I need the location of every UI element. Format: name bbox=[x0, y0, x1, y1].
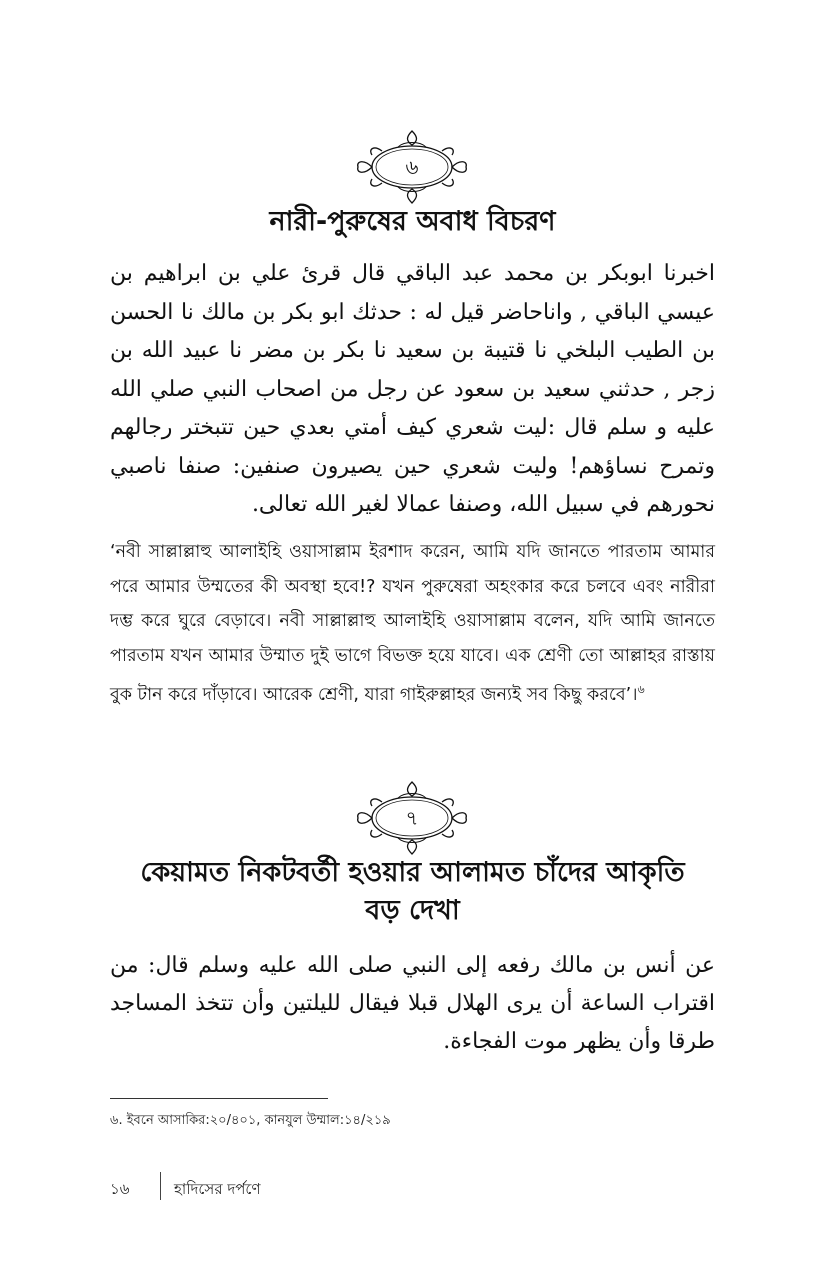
book-title: হাদিসের দর্পণে bbox=[174, 1180, 261, 1198]
footnote-marker: ৬ bbox=[637, 683, 645, 696]
footnote: ৬. ইবনে আসাকির:২০/৪০১, কানযুল উম্মাল:১৪/২১৯ bbox=[110, 1113, 391, 1128]
section-title-line-2: বড় দেখা bbox=[365, 895, 460, 926]
bangla-translation bbox=[110, 535, 715, 712]
arabic-hadith-text: اخبرنا ابوبكر بن محمد عبد الباقي قال قرئ علي بن ابراهيم بن عيسي الباقي , واناحاضر قيل له : حدثك ابو بكر بن مالك نا الحسن بن الطيب البلخي نا قتيبة بن سعيد نا بكر بن مضر نا عبيد الله بن زجر , حدثني سعيد بن سعود عن رجل من اصحاب النبي صلي الله عليه و سلم قال :ليت شعري كيف أمتي بعدي حين تتبختر رجالهم وتمرح نساؤهم! وليت شعري حين يصيرون صنفين: صنفا ناصبي نحورهم في سبيل الله، وصنفا عمالا لغير الله تعالى. bbox=[110, 261, 715, 517]
section-title bbox=[110, 854, 715, 930]
footnote-divider bbox=[110, 1098, 328, 1099]
section-number-ornament bbox=[352, 127, 472, 207]
section-title: নারী-পুরুষের অবাধ বিচরণ bbox=[269, 206, 556, 237]
section-number: ৬ bbox=[405, 155, 419, 179]
page-number: ১৬ bbox=[110, 1180, 130, 1198]
section-number-ornament bbox=[352, 778, 472, 858]
section-title-line-1: কেয়ামত নিকটবর্তী হওয়ার আলামত চাঁদের আকৃতি bbox=[140, 857, 685, 888]
section-number: ৭ bbox=[405, 806, 419, 830]
arabic-hadith-text: عن أنس بن مالك رفعه إلى النبي صلى الله عليه وسلم قال: من اقتراب الساعة أن يرى الهلال قبلا فيقال لليلتين وأن تتخذ المساجد طرقا وأن يظهر موت الفجاءة. bbox=[110, 953, 715, 1054]
footer-separator bbox=[160, 1172, 161, 1200]
bangla-translation-text: ‘নবী সাল্লাল্লাহু আলাইহি ওয়াসাল্লাম ইরশাদ করেন, আমি যদি জানতে পারতাম আমার পরে আমার উম্মতের কী অবস্থা হবে!? যখন পুরুষেরা অহংকার করে চলবে এবং নারীরা দম্ভ করে ঘুরে বেড়াবে। নবী সাল্লাল্লাহু আলাইহি ওয়াসাল্লাম বলেন, যদি আমি জানতে পারতাম যখন আমার উম্মাত দুই ভাগে বিভক্ত হয়ে যাবে। এক শ্রেণী তো আল্লাহর রাস্তায় বুক টান করে দাঁড়াবে। আরেক শ্রেণী, যারা গাইরুল্লাহর জন্যই সব কিছু করবে’। bbox=[110, 542, 715, 705]
